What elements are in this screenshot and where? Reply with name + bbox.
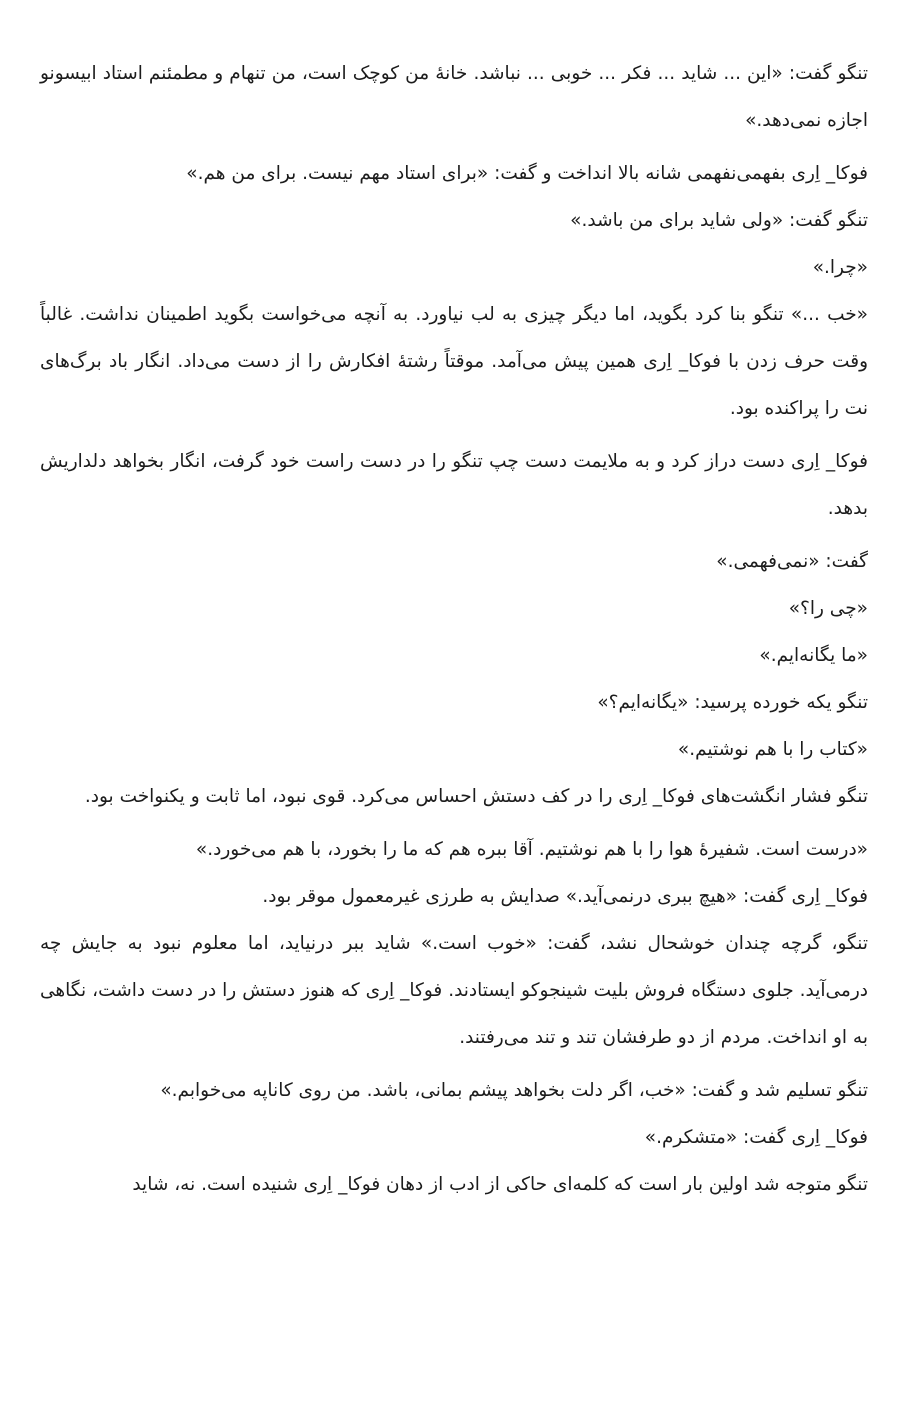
paragraph-5: «خب ...» تنگو بنا کرد بگوید، اما دیگر چیزی به لب نیاورد. به آنچه می‌خواست بگوید اطمینان نداشت. غالباً وقت حرف زدن با فوکا_ اِری همین پیش می‌آمد. موقتاً رشتهٔ افکارش را از دست می‌داد. انگار باد برگ‌های نت را پراکنده بود. [40, 304, 868, 419]
paragraph-10: تنگو یکه خورده پرسید: «یگانه‌ایم؟» [597, 692, 868, 713]
paragraph-7: گفت: «نمی‌فهمی.» [716, 551, 868, 572]
paragraph-17: فوکا_ اِری گفت: «متشکرم.» [644, 1127, 868, 1148]
paragraph-8: «چی را؟» [788, 598, 868, 619]
paragraph-6: فوکا_ اِری دست دراز کرد و به ملایمت دست چپ تنگو را در دست راست خود گرفت، انگار بخواهد دلداریش بدهد. [40, 451, 868, 519]
paragraph-16: تنگو تسلیم شد و گفت: «خب، اگر دلت بخواهد پیشم بمانی، باشد. من روی کاناپه می‌خوابم.» [160, 1080, 868, 1101]
paragraph-1: تنگو گفت: «این ... شاید ... فکر ... خوبی ... نباشد. خانهٔ من کوچک است، من تنهام و مطمئنم استاد ابیسونو اجازه نمی‌دهد.» [40, 63, 868, 131]
paragraph-12: تنگو فشار انگشت‌های فوکا_ اِری را در کف دستش احساس می‌کرد. قوی نبود، اما ثابت و یکنواخت بود. [84, 786, 868, 807]
paragraph-9: «ما یگانه‌ایم.» [759, 645, 868, 666]
paragraph-2: فوکا_ اِری بفهمی‌نفهمی شانه بالا انداخت و گفت: «برای استاد مهم نیست. برای من هم.» [186, 163, 868, 184]
paragraph-14: فوکا_ اِری گفت: «هیچ ببری درنمی‌آید.» صدایش به طرزی غیرمعمول موقر بود. [262, 886, 868, 907]
paragraph-3: تنگو گفت: «ولی شاید برای من باشد.» [570, 210, 868, 231]
paragraph-15: تنگو، گرچه چندان خوشحال نشد، گفت: «خوب است.» شاید ببر درنیاید، اما معلوم نبود به جایش چه درمی‌آید. جلوی دستگاه فروش بلیت شینجوکو ایستادند. فوکا_ اِری که هنوز دستش را در دست داشت، نگاهی به او انداخت. مردم از دو طرفشان تند و تند می‌رفتند. [40, 933, 868, 1048]
paragraph-4: «چرا.» [812, 257, 868, 278]
book-page [40, 50, 868, 1208]
paragraph-18: تنگو متوجه شد اولین بار است که کلمه‌ای حاکی از ادب از دهان فوکا_ اِری شنیده است. نه، شاید [132, 1174, 868, 1195]
paragraph-13: «درست است. شفیرهٔ هوا را با هم نوشتیم. آقا ببره هم که ما را بخورد، با هم می‌خورد.» [195, 839, 868, 860]
paragraph-11: «کتاب را با هم نوشتیم.» [677, 739, 868, 760]
